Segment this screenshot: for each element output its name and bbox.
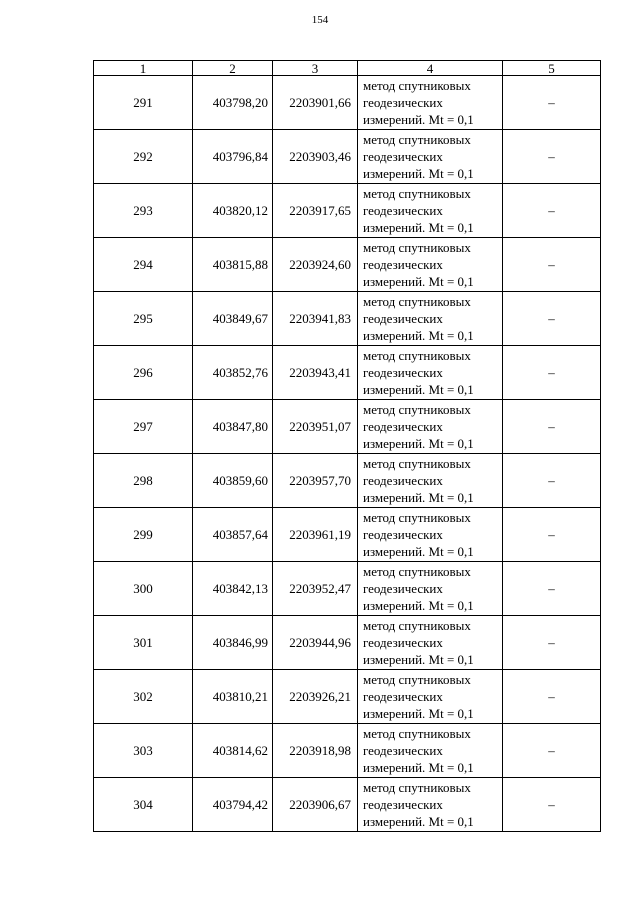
method-line: измерений. Mt = 0,1 <box>363 274 474 289</box>
method-cell <box>358 292 503 346</box>
method-cell <box>358 184 503 238</box>
table-row <box>94 346 601 400</box>
x-coordinate-cell: 403794,42 <box>193 778 273 832</box>
method-line: метод спутниковых <box>363 780 471 795</box>
method-line: измерений. Mt = 0,1 <box>363 436 474 451</box>
note-cell: – <box>503 184 601 238</box>
table-row <box>94 184 601 238</box>
note-cell: – <box>503 562 601 616</box>
point-number-cell: 296 <box>94 346 193 400</box>
method-line: измерений. Mt = 0,1 <box>363 814 474 829</box>
method-line: метод спутниковых <box>363 510 471 525</box>
method-line: измерений. Mt = 0,1 <box>363 382 474 397</box>
table-row <box>94 616 601 670</box>
point-number-cell: 299 <box>94 508 193 562</box>
note-cell: – <box>503 724 601 778</box>
y-coordinate-cell: 2203906,67 <box>273 778 358 832</box>
method-line: метод спутниковых <box>363 186 471 201</box>
method-line: измерений. Mt = 0,1 <box>363 490 474 505</box>
method-line: метод спутниковых <box>363 726 471 741</box>
y-coordinate-cell: 2203961,19 <box>273 508 358 562</box>
method-cell <box>358 130 503 184</box>
method-line: метод спутниковых <box>363 618 471 633</box>
method-cell <box>358 616 503 670</box>
table-row <box>94 562 601 616</box>
y-coordinate-cell: 2203926,21 <box>273 670 358 724</box>
point-number-cell: 295 <box>94 292 193 346</box>
method-line: измерений. Mt = 0,1 <box>363 760 474 775</box>
method-cell <box>358 346 503 400</box>
point-number-cell: 293 <box>94 184 193 238</box>
table-header-row <box>94 61 601 76</box>
method-line: геодезических <box>363 581 443 596</box>
method-cell <box>358 724 503 778</box>
note-cell: – <box>503 238 601 292</box>
x-coordinate-cell: 403857,64 <box>193 508 273 562</box>
x-coordinate-cell: 403820,12 <box>193 184 273 238</box>
point-number-cell: 304 <box>94 778 193 832</box>
method-line: метод спутниковых <box>363 672 471 687</box>
method-line: геодезических <box>363 311 443 326</box>
method-line: измерений. Mt = 0,1 <box>363 544 474 559</box>
method-cell <box>358 454 503 508</box>
note-cell: – <box>503 400 601 454</box>
method-cell <box>358 778 503 832</box>
x-coordinate-cell: 403846,99 <box>193 616 273 670</box>
point-number-cell: 291 <box>94 76 193 130</box>
method-cell <box>358 238 503 292</box>
y-coordinate-cell: 2203941,83 <box>273 292 358 346</box>
column-header-2: 2 <box>193 61 273 76</box>
y-coordinate-cell: 2203957,70 <box>273 454 358 508</box>
y-coordinate-cell: 2203917,65 <box>273 184 358 238</box>
method-line: метод спутниковых <box>363 132 471 147</box>
method-line: измерений. Mt = 0,1 <box>363 220 474 235</box>
table-row <box>94 454 601 508</box>
column-header-5: 5 <box>503 61 601 76</box>
note-cell: – <box>503 778 601 832</box>
note-cell: – <box>503 454 601 508</box>
point-number-cell: 294 <box>94 238 193 292</box>
method-line: измерений. Mt = 0,1 <box>363 166 474 181</box>
method-line: измерений. Mt = 0,1 <box>363 598 474 613</box>
method-line: измерений. Mt = 0,1 <box>363 112 474 127</box>
x-coordinate-cell: 403798,20 <box>193 76 273 130</box>
note-cell: – <box>503 130 601 184</box>
column-header-4: 4 <box>358 61 503 76</box>
table-row <box>94 670 601 724</box>
x-coordinate-cell: 403847,80 <box>193 400 273 454</box>
table-row <box>94 724 601 778</box>
method-line: геодезических <box>363 635 443 650</box>
method-line: геодезических <box>363 95 443 110</box>
note-cell: – <box>503 346 601 400</box>
column-header-1: 1 <box>94 61 193 76</box>
x-coordinate-cell: 403814,62 <box>193 724 273 778</box>
point-number-cell: 297 <box>94 400 193 454</box>
method-line: метод спутниковых <box>363 456 471 471</box>
table-row <box>94 130 601 184</box>
point-number-cell: 301 <box>94 616 193 670</box>
y-coordinate-cell: 2203903,46 <box>273 130 358 184</box>
method-line: геодезических <box>363 257 443 272</box>
x-coordinate-cell: 403852,76 <box>193 346 273 400</box>
method-line: геодезических <box>363 527 443 542</box>
y-coordinate-cell: 2203918,98 <box>273 724 358 778</box>
method-line: геодезических <box>363 797 443 812</box>
x-coordinate-cell: 403815,88 <box>193 238 273 292</box>
x-coordinate-cell: 403796,84 <box>193 130 273 184</box>
note-cell: – <box>503 508 601 562</box>
y-coordinate-cell: 2203924,60 <box>273 238 358 292</box>
point-number-cell: 292 <box>94 130 193 184</box>
table-row <box>94 400 601 454</box>
method-cell <box>358 508 503 562</box>
table-row <box>94 778 601 832</box>
note-cell: – <box>503 616 601 670</box>
y-coordinate-cell: 2203952,47 <box>273 562 358 616</box>
method-cell <box>358 400 503 454</box>
table-row <box>94 292 601 346</box>
method-line: измерений. Mt = 0,1 <box>363 652 474 667</box>
table-row <box>94 238 601 292</box>
point-number-cell: 302 <box>94 670 193 724</box>
method-line: метод спутниковых <box>363 240 471 255</box>
coordinates-table <box>93 60 601 832</box>
method-line: геодезических <box>363 743 443 758</box>
method-line: метод спутниковых <box>363 348 471 363</box>
method-cell <box>358 670 503 724</box>
x-coordinate-cell: 403842,13 <box>193 562 273 616</box>
column-header-3: 3 <box>273 61 358 76</box>
method-cell <box>358 562 503 616</box>
method-line: метод спутниковых <box>363 294 471 309</box>
y-coordinate-cell: 2203951,07 <box>273 400 358 454</box>
note-cell: – <box>503 76 601 130</box>
point-number-cell: 303 <box>94 724 193 778</box>
method-line: геодезических <box>363 365 443 380</box>
note-cell: – <box>503 670 601 724</box>
method-line: измерений. Mt = 0,1 <box>363 706 474 721</box>
table-row <box>94 508 601 562</box>
method-cell <box>358 76 503 130</box>
method-line: геодезических <box>363 419 443 434</box>
point-number-cell: 300 <box>94 562 193 616</box>
method-line: метод спутниковых <box>363 564 471 579</box>
note-cell: – <box>503 292 601 346</box>
method-line: метод спутниковых <box>363 78 471 93</box>
method-line: метод спутниковых <box>363 402 471 417</box>
page-number: 154 <box>311 14 329 26</box>
method-line: геодезических <box>363 203 443 218</box>
y-coordinate-cell: 2203944,96 <box>273 616 358 670</box>
y-coordinate-cell: 2203943,41 <box>273 346 358 400</box>
y-coordinate-cell: 2203901,66 <box>273 76 358 130</box>
x-coordinate-cell: 403810,21 <box>193 670 273 724</box>
method-line: геодезических <box>363 689 443 704</box>
method-line: геодезических <box>363 473 443 488</box>
method-line: измерений. Mt = 0,1 <box>363 328 474 343</box>
method-line: геодезических <box>363 149 443 164</box>
x-coordinate-cell: 403859,60 <box>193 454 273 508</box>
table-body <box>94 76 601 832</box>
x-coordinate-cell: 403849,67 <box>193 292 273 346</box>
table-row <box>94 76 601 130</box>
point-number-cell: 298 <box>94 454 193 508</box>
